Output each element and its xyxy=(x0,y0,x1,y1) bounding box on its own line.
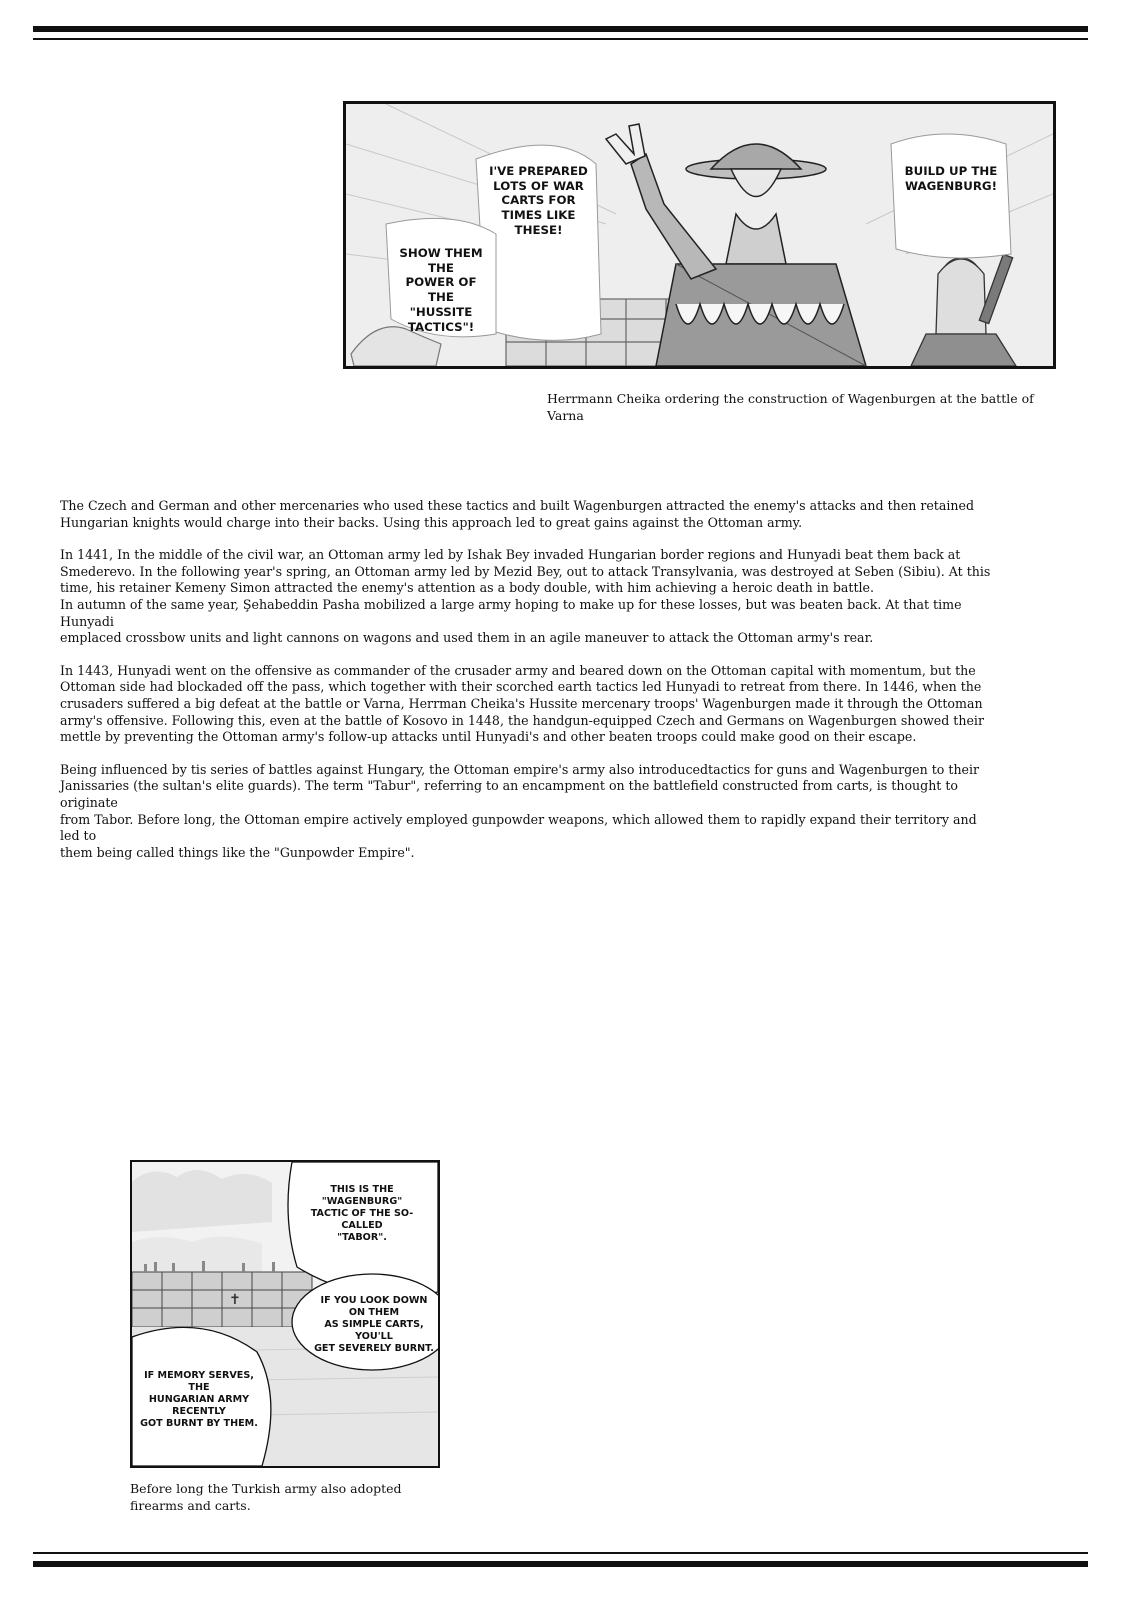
article-paragraph-4: Being influenced by tis series of battles against Hungary, the Ottoman empire's army also introducedtactics for guns and Wagenburgen to their Janissaries (the sultan's elite guards). The term "Tabur", referring to an encampment on the battlefield constructed from carts, is thought to originate from Tabor. Before long, the Ottoman empire actively employed gunpowder weapons, which allowed them to rapidly expand their territory and led to them being called things like the "Gunpowder Empire". xyxy=(60,761,980,860)
bottom-rule-thick xyxy=(33,1561,1088,1567)
top-rule-thick xyxy=(33,26,1088,32)
speech-bubble-memory: IF MEMORY SERVES, THE HUNGARIAN ARMY RECENTLY GOT BURNT BY THEM. xyxy=(140,1370,258,1429)
top-rule-thin xyxy=(33,38,1088,40)
speech-bubble-show: SHOW THEM THE POWER OF THE "HUSSITE TACTICS"! xyxy=(399,246,483,334)
article-body xyxy=(60,498,1000,877)
speech-bubble-look: IF YOU LOOK DOWN ON THEM AS SIMPLE CARTS, YOU'LL GET SEVERELY BURNT. xyxy=(314,1295,434,1354)
manga-panel-varna xyxy=(343,101,1056,369)
bottom-panel-caption: Before long the Turkish army also adopted firearms and carts. xyxy=(130,1481,402,1513)
manga-panel-tabor xyxy=(130,1160,440,1468)
speech-bubble-tabor: THIS IS THE "WAGENBURG" TACTIC OF THE SO-CALLED "TABOR". xyxy=(310,1184,414,1243)
article-paragraph-1: The Czech and German and other mercenaries who used these tactics and built Wagenburgen attracted the enemy's attacks and then retained Hungarian knights would charge into their backs. Using this approach led to great gains against the Ottoman army. xyxy=(60,498,975,530)
bottom-rule-thin xyxy=(33,1552,1088,1554)
article-paragraph-2: In 1441, In the middle of the civil war, an Ottoman army led by Ishak Bey invaded Hungarian border regions and Hunyadi beat them back at Smederevo. In the following year's spring, an Ottoman army led by Mezid Bey, out to attack Transylvania, was destroyed at Seben (Sibiu). At this time, his retainer Kemeny Simon attracted the enemy's attention as a body double, with him achieving a heroic death in battle. In autumn of the same year, Şehabeddin Pasha mobilized a large army hoping to make up for these losses, but was beaten back. At that time Hunyadi emplaced crossbow units and light cannons on wagons and used them in an agile maneuver to attack the Ottoman army's rear. xyxy=(60,547,991,646)
speech-bubble-prepared: I'VE PREPARED LOTS OF WAR CARTS FOR TIMES LIKE THESE! xyxy=(489,164,588,237)
speech-bubble-build: BUILD UP THE WAGENBURG! xyxy=(904,164,998,193)
top-panel-caption: Herrmann Cheika ordering the construction of Wagenburgen at the battle of Varna xyxy=(547,391,1034,423)
svg-text:✝: ✝ xyxy=(229,1292,241,1308)
article-paragraph-3: In 1443, Hunyadi went on the offensive as commander of the crusader army and beared down on the Ottoman capital with momentum, but the Ottoman side had blockaded off the pass, which together with their scorched earth tactics led Hunyadi to retreat from there. In 1446, when the crusaders suffered a big defeat at the battle or Varna, Herrman Cheika's Hussite mercenary troops' Wagenburgen made it through the Ottoman army's offensive. Following this, even at the battle of Kosovo in 1448, the handgun-equipped Czech and Germans on Wagenburgen showed their mettle by preventing the Ottoman army's follow-up attacks until Hunyadi's and other beaten troops could make good on their escape. xyxy=(60,662,984,745)
